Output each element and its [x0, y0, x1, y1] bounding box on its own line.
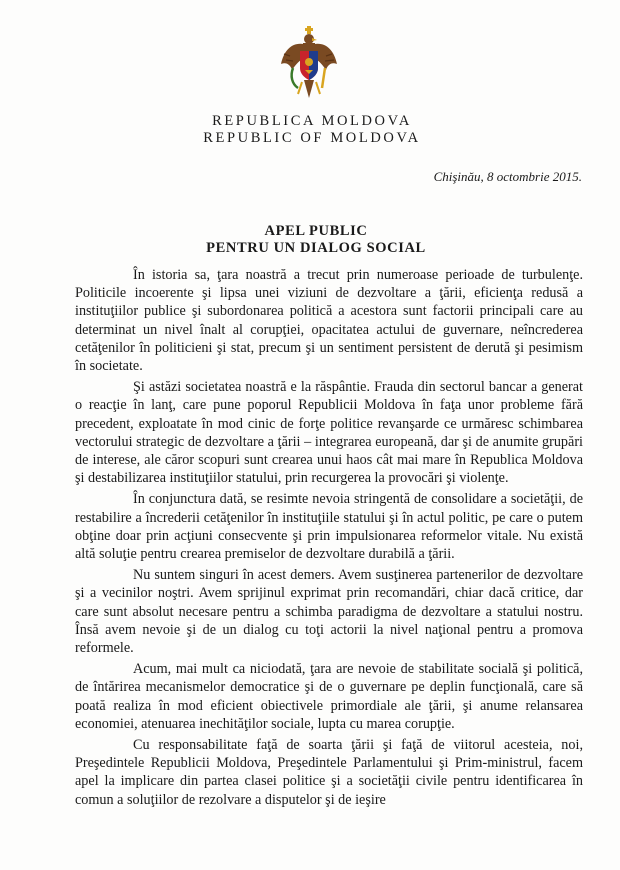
document-body: [75, 266, 583, 809]
paragraph: În conjunctura dată, se resimte nevoia stringentă de consolidare a societăţii, de restabilire a încrederii cetăţenilor în instituţiile statului şi în actul politic, pe care o putem obţine doar prin acţiuni consecvente şi prin impulsionarea reformelor vitale. Nu există altă soluţie pentru crearea premiselor de dezvoltare durabilă a ţării.: [75, 491, 583, 563]
country-name-ro: REPUBLICA MOLDOVA: [212, 113, 412, 129]
coat-of-arms-icon: [278, 24, 340, 104]
country-name-en: REPUBLIC OF MOLDOVA: [203, 130, 421, 146]
paragraph: Acum, mai mult ca niciodată, ţara are nevoie de stabilitate socială şi politică, de întărirea mecanismelor democratice şi de o guvernare pe deplin funcţională, care să poată realiza în mod eficient obiectivele primordiale ale ţării, şi anume relansarea economiei, atenuarea inechităţilor sociale, lupta cu marea corupţie.: [75, 661, 583, 732]
paragraph: În istoria sa, ţara noastră a trecut prin numeroase perioade de turbulenţe. Politicile incoerente şi lipsa unei viziuni de dezvoltare a ţării, eficienţa redusă a instituţiilor publice şi subordonarea politică a acestora sunt factorii principali care au determinat un nivel înalt al corupţiei, opacitatea actului de guvernare, neîncrederea cetăţenilor în politicieni şi stat, precum şi un sentiment persistent de derută şi pesimism în societate.: [75, 267, 583, 375]
document-title-line2: PENTRU UN DIALOG SOCIAL: [206, 240, 426, 256]
paragraph: Cu responsabilitate faţă de soarta ţării şi faţă de viitorul acesteia, noi, Preşedintele Republicii Moldova, Preşedintele Parlamentului şi Prim-ministrul, facem apel la implicare din partea clasei politice şi a societăţii civile pentru identificarea în comun a soluţiilor de rezolvare a disputelor şi de ieşire: [75, 737, 583, 808]
paragraph: Şi astăzi societatea noastră e la răspântie. Frauda din sectorul bancar a generat o reacţie în lanţ, care pune poporul Republicii Moldova în faţa unor probleme fără precedent, exploatate în mod cinic de forţe politice revanşarde ce urmăresc schimbarea vectorului strategic de dezvoltare a ţării – integrarea europeană, dar şi de anumite grupări de interese, ale căror scopuri sunt crearea unui haos cât mai mare în Republica Moldova şi destabilizarea instituţiilor statului, prin recurgerea la provocări şi violenţe.: [75, 379, 583, 487]
paragraph: Nu suntem singuri în acest demers. Avem susţinerea partenerilor de dezvoltare şi a vecinilor noştri. Avem sprijinul exprimat prin recomandări, chiar dacă critice, dar care sunt absolut necesare pentru a schimba paradigma de dezvoltare a statului nostru. Însă avem nevoie şi de un dialog cu toţi actorii la nivel naţional pentru a promova reformele.: [75, 567, 583, 657]
document-date: Chişinău, 8 octombrie 2015.: [433, 169, 582, 184]
document-title-line1: APEL PUBLIC: [264, 223, 368, 239]
